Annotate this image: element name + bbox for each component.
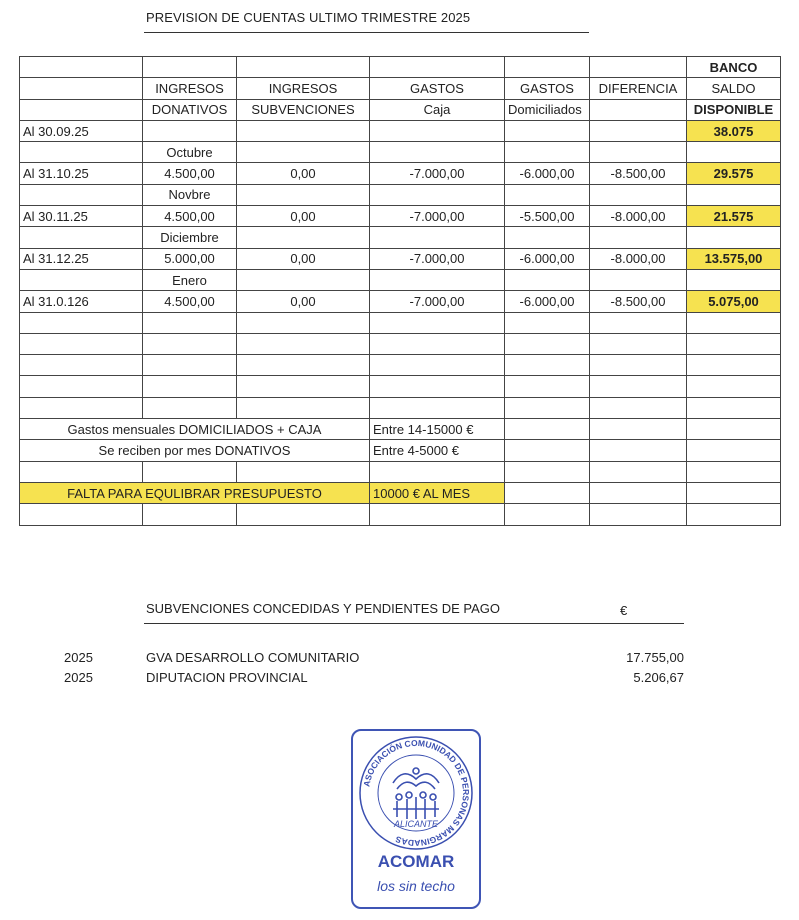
- cell-subvenciones: [237, 142, 370, 163]
- cell-gastos-caja: -7.000,00: [370, 206, 505, 227]
- cell-diferencia: [590, 269, 687, 290]
- cell-donativos: 4.500,00: [143, 163, 237, 184]
- falta-label: FALTA PARA EQULIBRAR PRESUPUESTO: [20, 482, 370, 503]
- cell-saldo: 38.075: [687, 120, 781, 141]
- cell-saldo: 13.575,00: [687, 248, 781, 269]
- gastos-label: Gastos mensuales DOMICILIADOS + CAJA: [20, 419, 370, 440]
- header-gastos-2: GASTOS: [505, 78, 590, 99]
- cell-donativos: 4.500,00: [143, 291, 237, 312]
- blank-row: [20, 355, 781, 376]
- cell-date: Al 31.12.25: [20, 248, 143, 269]
- cell-gastos-caja: -7.000,00: [370, 163, 505, 184]
- subvenciones-underline: [144, 623, 684, 624]
- header-row-3: [20, 99, 781, 120]
- cell-gastos-domiciliados: [505, 227, 590, 248]
- header-donativos: DONATIVOS: [143, 99, 237, 120]
- cell-date: [20, 142, 143, 163]
- header-row-1: [20, 57, 781, 78]
- subvencion-name: DIPUTACION PROVINCIAL: [146, 670, 308, 685]
- table-row: [20, 120, 781, 141]
- stamp-city: ALICANTE: [393, 819, 439, 829]
- cell-saldo: [687, 142, 781, 163]
- acomar-stamp: [351, 729, 481, 909]
- cell-donativos: Enero: [143, 269, 237, 290]
- cell-date: Al 30.11.25: [20, 206, 143, 227]
- blank-row: [20, 333, 781, 354]
- cell-diferencia: -8.000,00: [590, 206, 687, 227]
- note-row-donativos: [20, 440, 781, 461]
- cell-subvenciones: [237, 227, 370, 248]
- cell-date: [20, 227, 143, 248]
- table-row: [20, 291, 781, 312]
- cell-saldo: [687, 227, 781, 248]
- header-disponible: DISPONIBLE: [687, 99, 781, 120]
- falta-value: 10000 € AL MES: [370, 482, 505, 503]
- cell-donativos: [143, 120, 237, 141]
- table-row: [20, 142, 781, 163]
- cell-date: [20, 184, 143, 205]
- cell-gastos-caja: -7.000,00: [370, 248, 505, 269]
- header-row-2: [20, 78, 781, 99]
- blank-row: [20, 504, 781, 525]
- cell-gastos-caja: [370, 184, 505, 205]
- cell-subvenciones: 0,00: [237, 248, 370, 269]
- forecast-table: [19, 56, 781, 526]
- cell-donativos: 5.000,00: [143, 248, 237, 269]
- cell-donativos: 4.500,00: [143, 206, 237, 227]
- header-diferencia: DIFERENCIA: [590, 78, 687, 99]
- cell-gastos-domiciliados: -6.000,00: [505, 248, 590, 269]
- cell-date: Al 31.10.25: [20, 163, 143, 184]
- table-row: [20, 206, 781, 227]
- header-domiciliados: Domiciliados: [505, 99, 590, 120]
- cell-gastos-domiciliados: [505, 120, 590, 141]
- header-banco: BANCO: [687, 57, 781, 78]
- cell-saldo: 29.575: [687, 163, 781, 184]
- cell-diferencia: [590, 227, 687, 248]
- blank-row: [20, 376, 781, 397]
- cell-date: [20, 269, 143, 290]
- gastos-value: Entre 14-15000 €: [370, 419, 505, 440]
- cell-saldo: 5.075,00: [687, 291, 781, 312]
- title-underline: [144, 32, 589, 33]
- cell-diferencia: -8.500,00: [590, 163, 687, 184]
- header-ingresos-2: INGRESOS: [237, 78, 370, 99]
- subvencion-year: 2025: [64, 650, 93, 665]
- cell-saldo: [687, 184, 781, 205]
- donativos-label: Se reciben por mes DONATIVOS: [20, 440, 370, 461]
- subvenciones-currency: €: [620, 603, 628, 618]
- blank-row: [20, 397, 781, 418]
- table-row: [20, 227, 781, 248]
- subvencion-amount: 5.206,67: [633, 670, 684, 685]
- cell-gastos-caja: [370, 120, 505, 141]
- note-row-gastos: [20, 419, 781, 440]
- donativos-value: Entre 4-5000 €: [370, 440, 505, 461]
- header-subvenciones: SUBVENCIONES: [237, 99, 370, 120]
- header-caja: Caja: [370, 99, 505, 120]
- stamp-name: ACOMAR: [377, 852, 455, 871]
- cell-diferencia: -8.500,00: [590, 291, 687, 312]
- cell-date: Al 31.0.126: [20, 291, 143, 312]
- cell-gastos-caja: -7.000,00: [370, 291, 505, 312]
- cell-subvenciones: [237, 120, 370, 141]
- cell-date: Al 30.09.25: [20, 120, 143, 141]
- cell-gastos-domiciliados: [505, 184, 590, 205]
- cell-saldo: [687, 269, 781, 290]
- cell-gastos-domiciliados: -6.000,00: [505, 163, 590, 184]
- cell-diferencia: -8.000,00: [590, 248, 687, 269]
- cell-gastos-caja: [370, 142, 505, 163]
- header-gastos-1: GASTOS: [370, 78, 505, 99]
- cell-gastos-caja: [370, 227, 505, 248]
- stamp-emblem-icon: [393, 768, 439, 819]
- stamp-tagline: los sin techo: [377, 878, 455, 894]
- cell-donativos: Diciembre: [143, 227, 237, 248]
- stamp-graphic: [353, 731, 479, 907]
- cell-diferencia: [590, 142, 687, 163]
- cell-subvenciones: [237, 184, 370, 205]
- subvencion-year: 2025: [64, 670, 93, 685]
- cell-diferencia: [590, 184, 687, 205]
- header-ingresos-1: INGRESOS: [143, 78, 237, 99]
- note-row-falta: [20, 482, 781, 503]
- cell-donativos: Octubre: [143, 142, 237, 163]
- cell-donativos: Novbre: [143, 184, 237, 205]
- cell-subvenciones: 0,00: [237, 291, 370, 312]
- cell-diferencia: [590, 120, 687, 141]
- cell-gastos-domiciliados: [505, 269, 590, 290]
- blank-row: [20, 461, 781, 482]
- cell-subvenciones: 0,00: [237, 163, 370, 184]
- blank-row: [20, 312, 781, 333]
- stamp-outer-ring: [360, 737, 472, 849]
- table-row: [20, 163, 781, 184]
- stamp-ring-text: ASOCIACIÓN COMUNIDAD DE PERSONAS MARGINADAS: [361, 737, 472, 849]
- page-title: PREVISION DE CUENTAS ULTIMO TRIMESTRE 2025: [146, 10, 471, 25]
- subvenciones-title: SUBVENCIONES CONCEDIDAS Y PENDIENTES DE PAGO: [146, 601, 500, 616]
- table-row: [20, 269, 781, 290]
- cell-gastos-domiciliados: [505, 142, 590, 163]
- subvencion-name: GVA DESARROLLO COMUNITARIO: [146, 650, 360, 665]
- cell-gastos-domiciliados: -5.500,00: [505, 206, 590, 227]
- subvencion-amount: 17.755,00: [626, 650, 684, 665]
- cell-gastos-domiciliados: -6.000,00: [505, 291, 590, 312]
- cell-subvenciones: 0,00: [237, 206, 370, 227]
- header-saldo: SALDO: [687, 78, 781, 99]
- table-row: [20, 248, 781, 269]
- cell-gastos-caja: [370, 269, 505, 290]
- table-row: [20, 184, 781, 205]
- cell-saldo: 21.575: [687, 206, 781, 227]
- cell-subvenciones: [237, 269, 370, 290]
